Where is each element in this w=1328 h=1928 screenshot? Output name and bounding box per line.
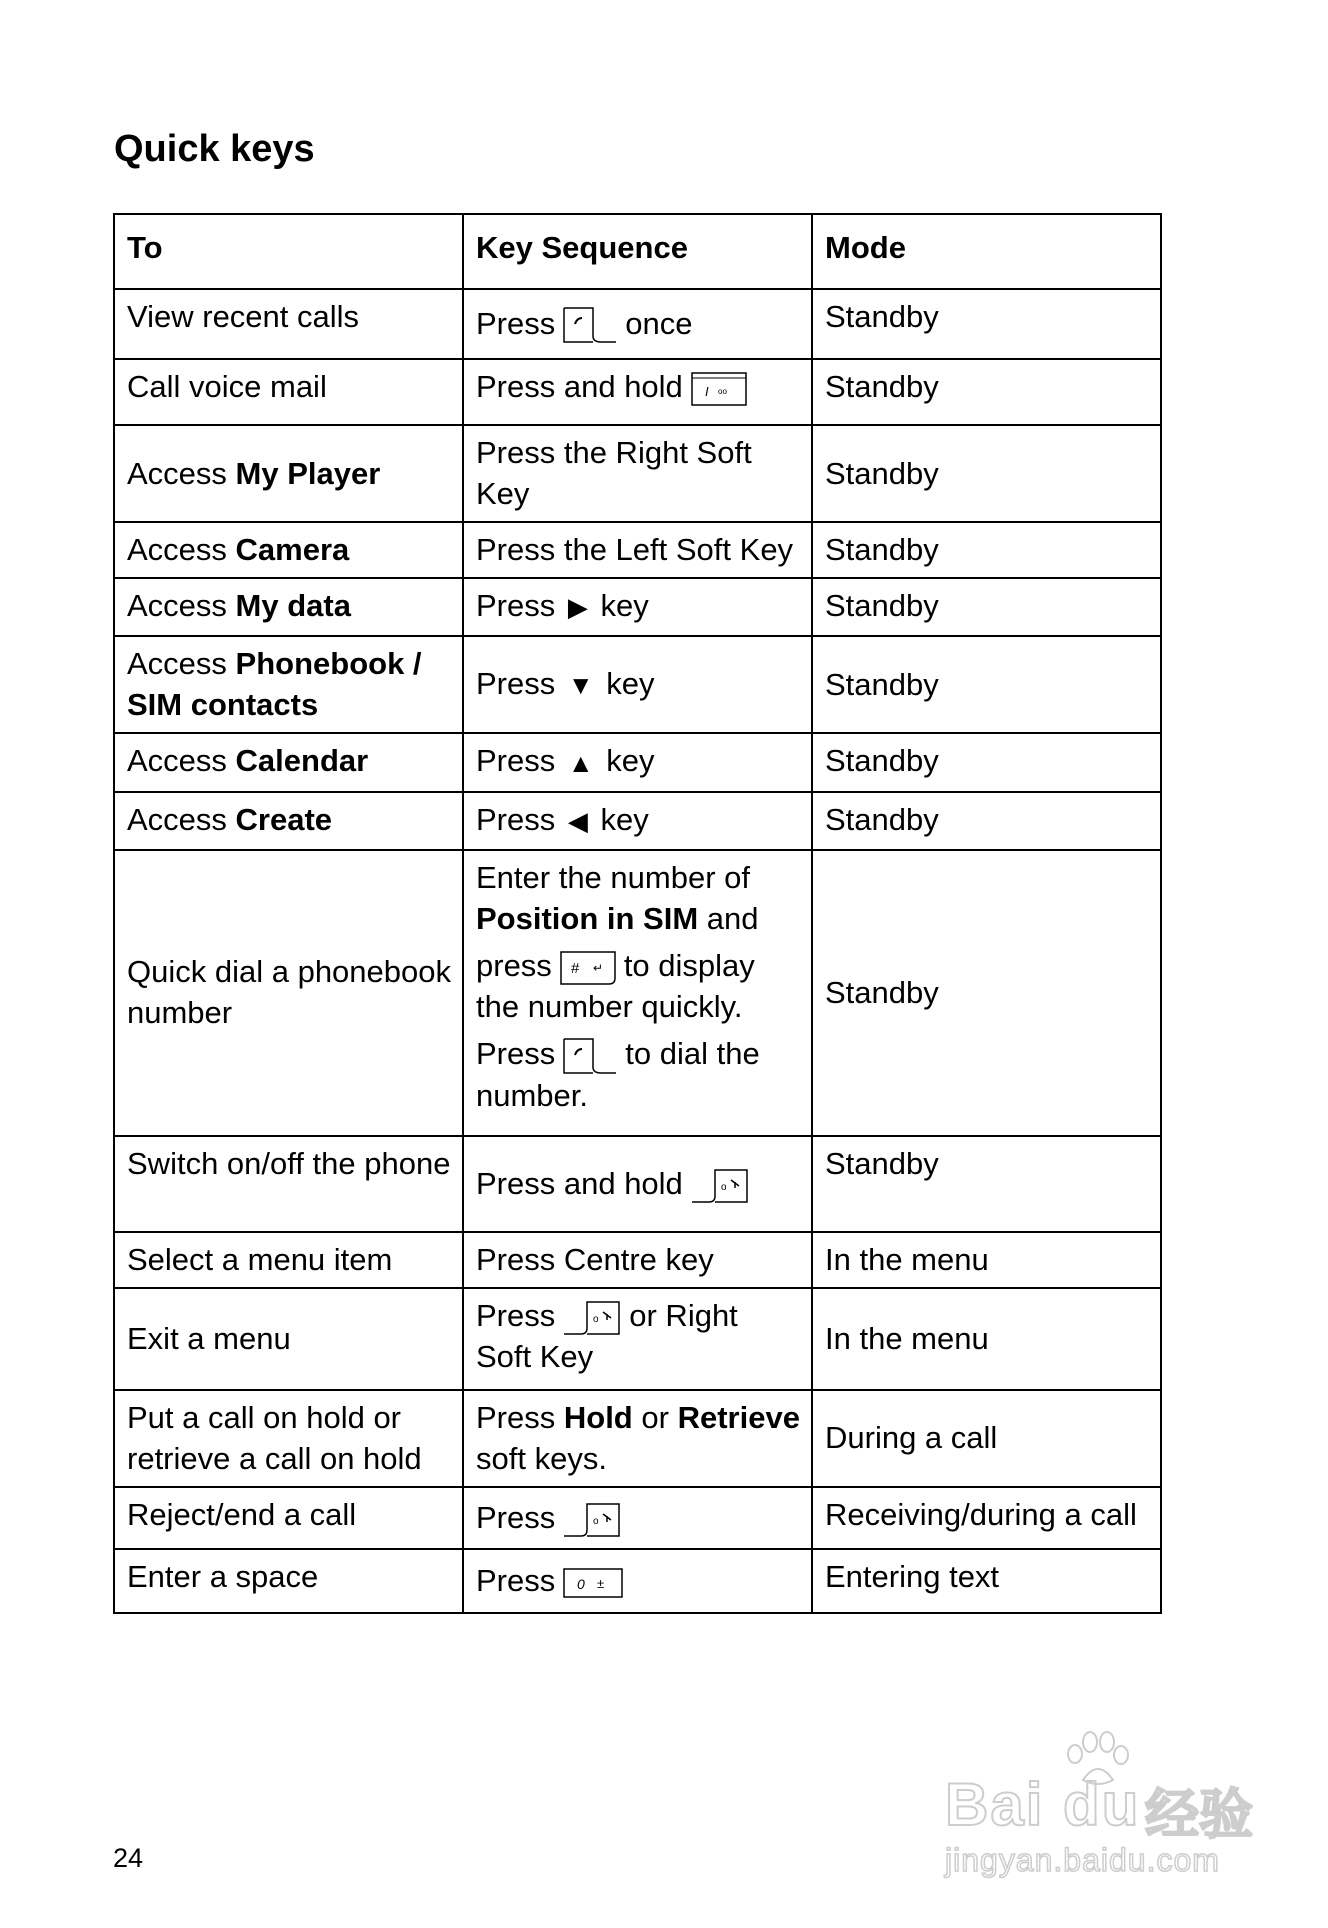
header-to: To — [114, 214, 463, 289]
seq-text: press — [476, 947, 552, 983]
to-bold: Phonebook / SIM contacts — [127, 646, 422, 723]
cell-to: Call voice mail — [114, 359, 463, 425]
table-row — [114, 359, 1161, 425]
cell-mode: In the menu — [812, 1232, 1161, 1288]
cell-sequence — [463, 850, 812, 1136]
key-1-voicemail-icon — [691, 372, 747, 406]
cell-to: View recent calls — [114, 289, 463, 359]
table-row — [114, 289, 1161, 359]
table-header-row — [114, 214, 1161, 289]
cell-sequence: Press the Left Soft Key — [463, 522, 812, 578]
seq-bold: Retrieve — [677, 1399, 800, 1435]
table-row — [114, 636, 1161, 733]
svg-text:oo: oo — [717, 386, 727, 396]
table-row — [114, 792, 1161, 850]
table-row — [114, 850, 1161, 1136]
cell-sequence — [463, 636, 812, 733]
seq-text: Press — [476, 1035, 556, 1071]
seq-text: key — [600, 801, 649, 837]
watermark-url: jingyan.baidu.com — [945, 1842, 1220, 1878]
page-number: 24 — [113, 1843, 144, 1873]
cell-to — [114, 636, 463, 733]
watermark-brand: Bai du — [945, 1771, 1141, 1838]
cell-sequence — [463, 792, 812, 850]
cell-sequence — [463, 733, 812, 791]
seq-text: Press — [476, 1297, 556, 1333]
cell-mode: Standby — [812, 522, 1161, 578]
table-row — [114, 1136, 1161, 1232]
left-arrow-icon: ◀ — [567, 805, 588, 836]
seq-text: to dial the number. — [476, 1035, 760, 1113]
cell-to: Enter a space — [114, 1549, 463, 1613]
table-row — [114, 1549, 1161, 1613]
svg-text:o: o — [593, 1515, 599, 1527]
seq-text: Press — [476, 588, 556, 623]
svg-text:±: ± — [597, 1575, 605, 1591]
cell-to: Reject/end a call — [114, 1487, 463, 1549]
cell-sequence — [463, 1136, 812, 1232]
cell-mode: Standby — [812, 359, 1161, 425]
to-text: Access — [127, 646, 227, 682]
to-text: Access — [127, 588, 227, 623]
seq-paragraph — [476, 857, 801, 939]
cell-mode: Standby — [812, 792, 1161, 850]
svg-text:#: # — [570, 959, 580, 977]
to-text: Access — [127, 532, 227, 567]
seq-text: soft keys. — [476, 1440, 607, 1476]
right-arrow-icon: ▶ — [567, 592, 588, 623]
quick-keys-table — [113, 213, 1162, 1614]
table-row — [114, 522, 1161, 578]
seq-text: Press — [476, 743, 556, 779]
page-title: Quick keys — [114, 128, 315, 170]
seq-text: Press — [476, 801, 556, 837]
send-key-icon — [563, 1037, 617, 1075]
cell-mode: During a call — [812, 1390, 1161, 1487]
to-text: Access — [127, 455, 227, 491]
cell-mode: Standby — [812, 425, 1161, 522]
seq-paragraph — [476, 1033, 801, 1116]
cell-mode: Standby — [812, 578, 1161, 636]
table-row — [114, 1288, 1161, 1390]
cell-sequence: Press the Right Soft Key — [463, 425, 812, 522]
seq-text: Press — [476, 305, 556, 341]
header-key-sequence: Key Sequence — [463, 214, 812, 289]
end-power-key-icon — [563, 1502, 621, 1538]
cell-to — [114, 522, 463, 578]
cell-to — [114, 792, 463, 850]
seq-bold: Hold — [563, 1399, 633, 1435]
cell-mode: Entering text — [812, 1549, 1161, 1613]
cell-sequence — [463, 289, 812, 359]
up-arrow-icon: ▲ — [567, 747, 594, 778]
cell-mode: Standby — [812, 733, 1161, 791]
cell-to: Switch on/off the phone — [114, 1136, 463, 1232]
cell-mode: Standby — [812, 850, 1161, 1136]
end-power-key-icon — [563, 1300, 621, 1336]
send-key-icon — [563, 306, 617, 344]
header-mode: Mode — [812, 214, 1161, 289]
to-bold: Create — [235, 801, 333, 837]
to-text: Access — [127, 743, 227, 779]
seq-text: and — [706, 900, 759, 936]
cell-mode: Standby — [812, 1136, 1161, 1232]
to-bold: Camera — [235, 532, 350, 567]
cell-to — [114, 425, 463, 522]
seq-text: or Right Soft Key — [476, 1297, 738, 1374]
seq-text: key — [606, 743, 655, 779]
cell-mode: Standby — [812, 636, 1161, 733]
to-bold: My Player — [235, 455, 381, 491]
watermark-cn: 经验 — [1145, 1785, 1253, 1845]
table-row — [114, 1487, 1161, 1549]
seq-text: key — [600, 588, 649, 623]
to-text: Access — [127, 801, 227, 837]
seq-text: Press and hold — [476, 1165, 683, 1201]
to-bold: My data — [235, 588, 351, 623]
cell-to: Quick dial a phonebook number — [114, 850, 463, 1136]
table-row — [114, 733, 1161, 791]
seq-text: once — [625, 305, 693, 341]
cell-sequence — [463, 1390, 812, 1487]
seq-text: key — [606, 665, 655, 701]
svg-text:0: 0 — [577, 1575, 586, 1592]
seq-text: Enter the number of — [476, 859, 750, 895]
svg-text:I: I — [704, 383, 709, 399]
cell-sequence: Press Centre key — [463, 1232, 812, 1288]
cell-mode: Standby — [812, 289, 1161, 359]
to-bold: Calendar — [235, 743, 369, 779]
svg-text:o: o — [593, 1313, 599, 1325]
table-row — [114, 1390, 1161, 1487]
cell-to: Exit a menu — [114, 1288, 463, 1390]
cell-mode: Receiving/during a call — [812, 1487, 1161, 1549]
cell-to: Select a menu item — [114, 1232, 463, 1288]
cell-sequence — [463, 359, 812, 425]
cell-to — [114, 578, 463, 636]
cell-sequence — [463, 1288, 812, 1390]
seq-text: to display the number quickly. — [476, 947, 755, 1024]
table-row — [114, 425, 1161, 522]
zero-key-icon — [563, 1568, 623, 1598]
seq-text: Press — [476, 1562, 556, 1598]
table-row — [114, 578, 1161, 636]
seq-paragraph — [476, 945, 801, 1027]
seq-text: Press and hold — [476, 369, 683, 404]
hash-key-icon — [560, 951, 616, 985]
watermark — [945, 1730, 1265, 1880]
cell-sequence — [463, 1487, 812, 1549]
seq-bold: Position in SIM — [476, 900, 699, 936]
cell-sequence — [463, 1549, 812, 1613]
svg-text:o: o — [720, 1181, 727, 1193]
seq-text: Press — [476, 665, 556, 701]
cell-to: Put a call on hold or retrieve a call on hold — [114, 1390, 463, 1487]
seq-text: Press — [476, 1499, 556, 1535]
cell-mode: In the menu — [812, 1288, 1161, 1390]
down-arrow-icon: ▼ — [567, 669, 594, 700]
cell-sequence — [463, 578, 812, 636]
seq-text: Press — [476, 1399, 556, 1435]
cell-to — [114, 733, 463, 791]
end-power-key-icon — [691, 1168, 749, 1204]
svg-text:↵: ↵ — [592, 960, 603, 975]
seq-text: or — [641, 1399, 669, 1435]
table-row — [114, 1232, 1161, 1288]
